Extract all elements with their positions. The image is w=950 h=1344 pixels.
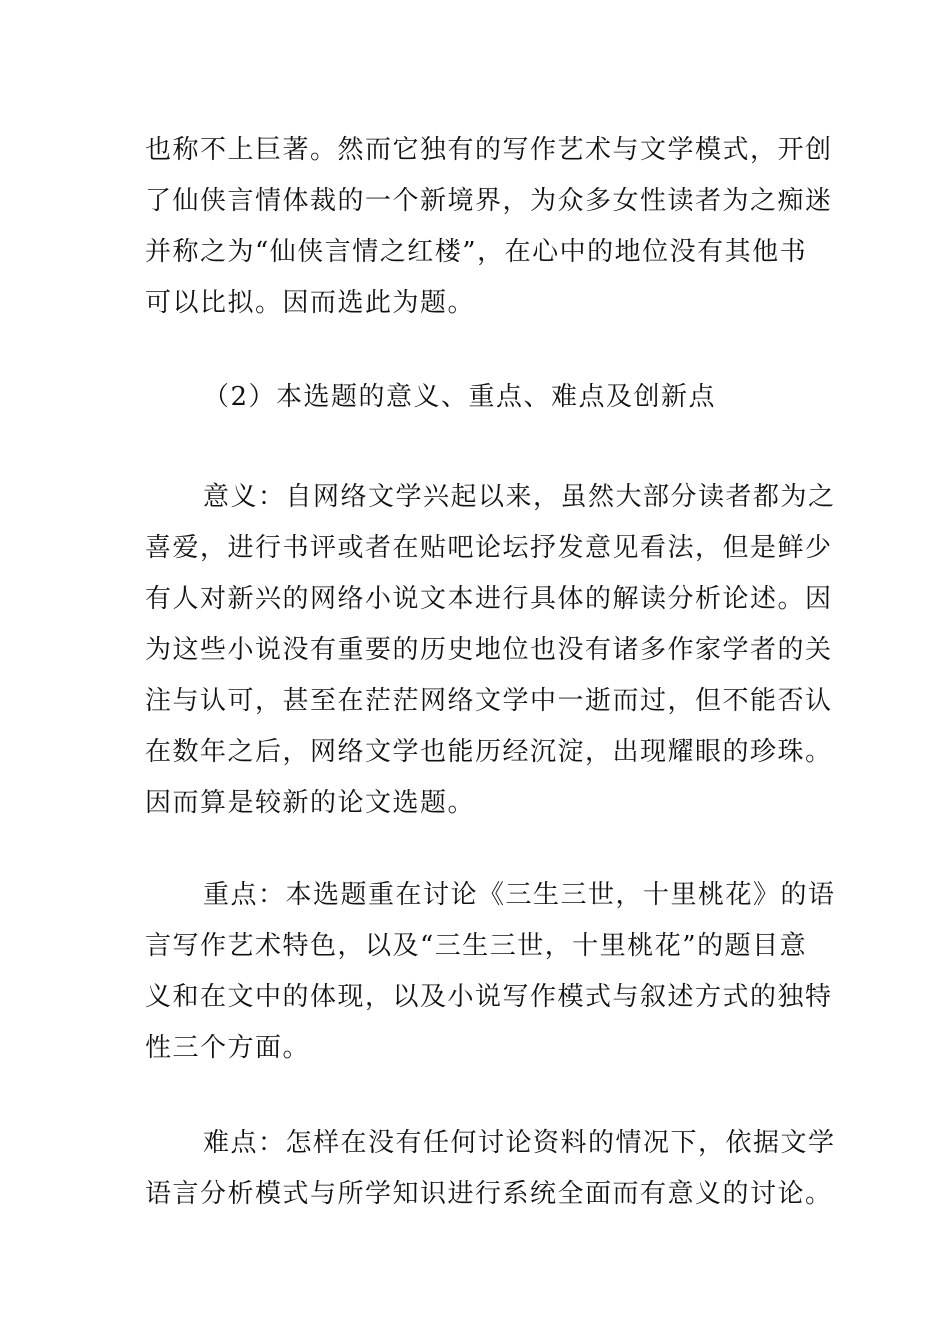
paragraph-line: 为这些小说没有重要的历史地位也没有诸多作家学者的关 [145, 635, 833, 665]
paragraph-line: 了仙侠言情体裁的一个新境界，为众多女性读者为之痴迷 [145, 186, 833, 216]
paragraph-line: 意义：自网络文学兴起以来，虽然大部分读者都为之 [203, 482, 836, 512]
paragraph-line: 因而算是较新的论文选题。 [145, 788, 476, 818]
paragraph-line: 语言分析模式与所学知识进行系统全面而有意义的讨论。 [145, 1179, 833, 1209]
paragraph-significance [145, 472, 836, 829]
paragraph-difficulties [145, 1118, 836, 1220]
paragraph-line: 也称不上巨著。然而它独有的写作艺术与文学模式，开创 [145, 135, 833, 165]
paragraph-line: 言写作艺术特色，以及“三生三世，十里桃花”的题目意 [145, 931, 808, 961]
paragraph-line: 在数年之后，网络文学也能历经沉淀，出现耀眼的珍珠。 [145, 737, 833, 767]
section-heading-text: （2）本选题的意义、重点、难点及创新点 [203, 382, 717, 412]
paragraph-key-points [145, 870, 836, 1074]
paragraph-line: 有人对新兴的网络小说文本进行具体的解读分析论述。因 [145, 584, 833, 614]
paragraph-line: 并称之为“仙侠言情之红楼”，在心中的地位没有其他书 [145, 237, 808, 267]
paragraph-line: 喜爱，进行书评或者在贴吧论坛抒发意见看法，但是鲜少 [145, 533, 833, 563]
section-heading [145, 372, 809, 423]
paragraph-line: 性三个方面。 [145, 1033, 311, 1063]
paragraph-line: 义和在文中的体现，以及小说写作模式与叙述方式的独特 [145, 982, 833, 1012]
paragraph-continuation [145, 125, 833, 329]
paragraph-line: 注与认可，甚至在茫茫网络文学中一逝而过，但不能否认 [145, 686, 833, 716]
paragraph-line: 重点：本选题重在讨论《三生三世，十里桃花》的语 [203, 880, 836, 910]
paragraph-line: 难点：怎样在没有任何讨论资料的情况下，依据文学 [203, 1128, 836, 1158]
paragraph-line: 可以比拟。因而选此为题。 [145, 288, 476, 318]
